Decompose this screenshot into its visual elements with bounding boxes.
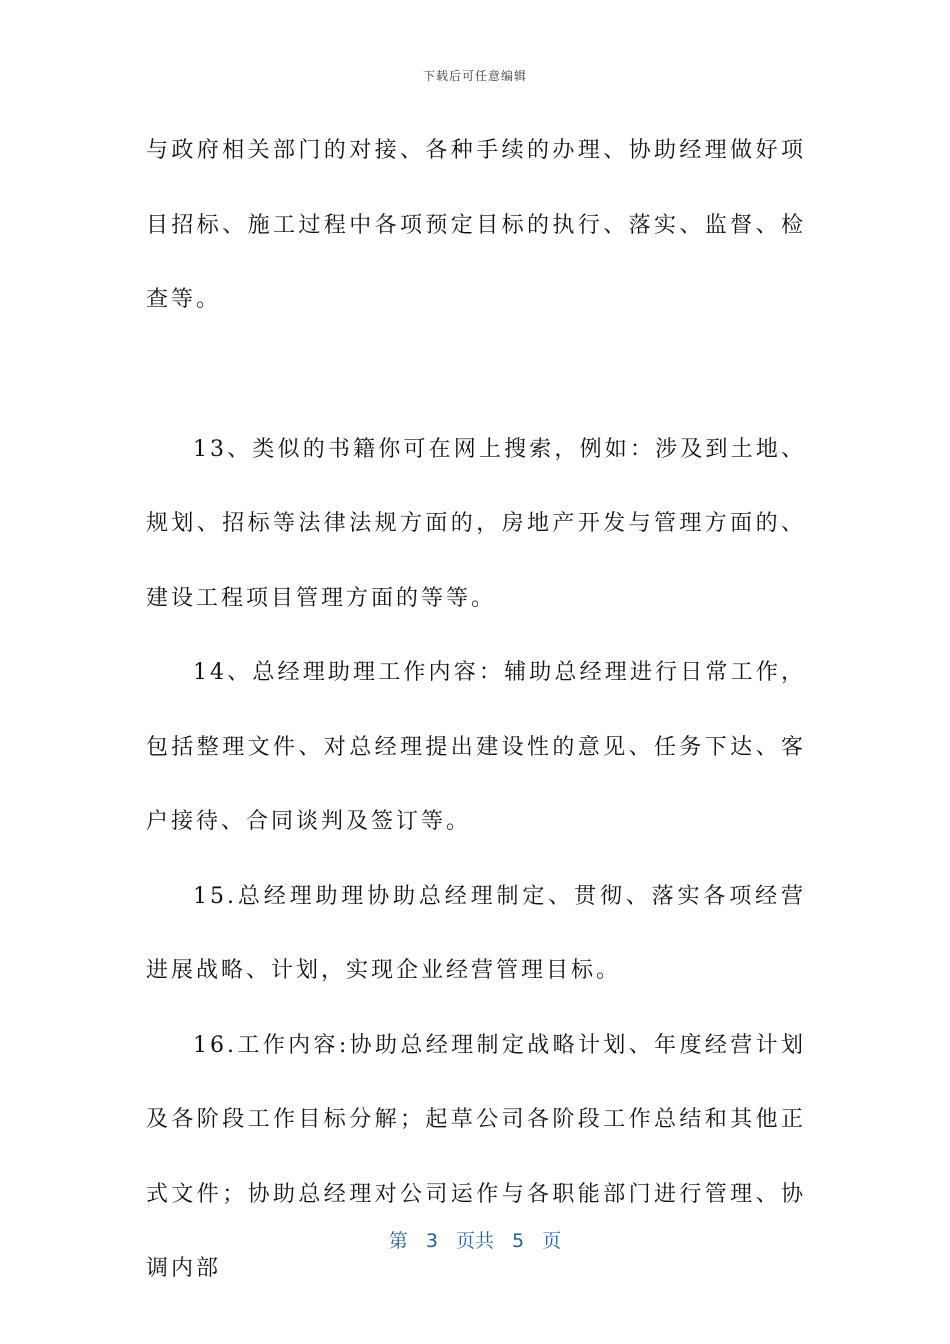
page-footer	[0, 1226, 950, 1253]
paragraph-16: 16.工作内容:协助总经理制定战略计划、年度经营计划及各阶段工作目标分解；起草公司各阶段工作总结和其他正式文件；协助总经理对公司运作与各职能部门进行管理、协调内部	[146, 1032, 806, 1281]
paragraph-13: 13、类似的书籍你可在网上搜索，例如：涉及到土地、规划、招标等法律法规方面的，房地产开发与管理方面的、建设工程项目管理方面的等等。	[146, 436, 806, 611]
paragraph-continued: 与政府相关部门的对接、各种手续的办理、协助经理做好项目招标、施工过程中各项预定目标的执行、落实、监督、检查等。	[146, 138, 806, 312]
footer-suffix: 页	[542, 1230, 562, 1252]
current-page-number: 3	[425, 1230, 438, 1252]
paragraph-14: 14、总经理助理工作内容：辅助总经理进行日常工作，包括整理文件、对总经理提出建设性的意见、任务下达、客户接待、合同谈判及签订等。	[146, 660, 806, 834]
footer-middle: 页共	[455, 1230, 494, 1252]
document-body	[146, 114, 806, 1307]
total-pages-number: 5	[512, 1230, 525, 1252]
page-header: 下载后可任意编辑	[422, 69, 527, 83]
paragraph-gap	[146, 338, 806, 413]
footer-prefix: 第	[388, 1230, 408, 1252]
paragraph-15: 15.总经理助理协助总经理制定、贯彻、落实各项经营进展战略、计划，实现企业经营管理目标。	[146, 883, 806, 983]
